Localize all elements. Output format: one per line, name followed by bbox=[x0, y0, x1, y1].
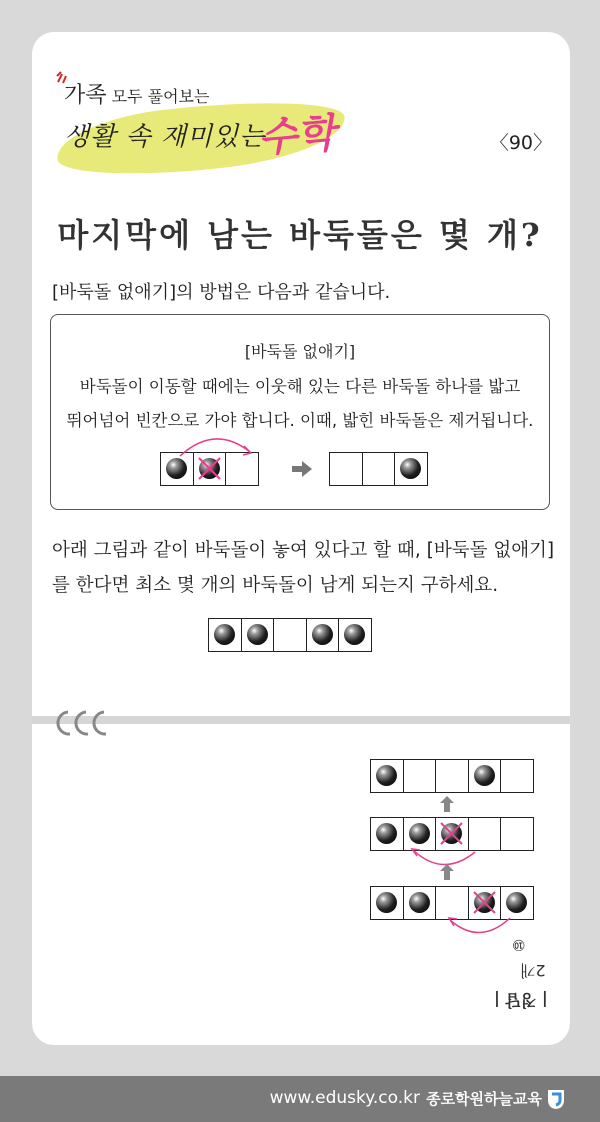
brand-top-big: 가족 bbox=[64, 83, 107, 108]
board-cell bbox=[403, 759, 437, 793]
rule-box bbox=[50, 314, 550, 510]
question-text bbox=[52, 533, 562, 603]
go-stone bbox=[409, 892, 430, 913]
go-stone bbox=[344, 624, 365, 645]
footer-url-link[interactable]: www.edusky.co.kr bbox=[269, 1088, 420, 1108]
example-board-after bbox=[329, 452, 428, 486]
board-cell bbox=[370, 817, 404, 851]
up-arrow-icon bbox=[440, 796, 454, 812]
brand-logo-icon bbox=[546, 1088, 566, 1110]
spiral-rings-icon bbox=[54, 706, 118, 740]
brand-subtitle: 생활 속 재미있는 bbox=[64, 122, 266, 152]
rule-title: [바둑돌 없애기] bbox=[244, 342, 356, 361]
board-cell bbox=[403, 886, 437, 920]
answer-value: 2개 bbox=[520, 961, 546, 980]
intro-text: [바둑돌 없애기]의 방법은 다음과 같습니다. bbox=[52, 282, 391, 303]
go-stone bbox=[214, 624, 235, 645]
right-arrow-icon bbox=[292, 461, 312, 477]
go-stone bbox=[166, 458, 187, 479]
go-stone bbox=[376, 823, 397, 844]
brand-top-text bbox=[64, 78, 209, 109]
solution-board-final bbox=[370, 759, 534, 793]
issue-number: 〈90〉 bbox=[489, 132, 552, 154]
board-cell bbox=[370, 759, 404, 793]
footer bbox=[0, 1076, 600, 1122]
brand-math: 수학 bbox=[256, 110, 338, 162]
board-cell bbox=[329, 452, 363, 486]
board-cell bbox=[435, 759, 469, 793]
up-arrow-icon bbox=[440, 864, 454, 880]
go-stone bbox=[506, 892, 527, 913]
answer-mark: ⑩ bbox=[512, 936, 526, 954]
board-cell bbox=[500, 817, 534, 851]
go-stone bbox=[409, 823, 430, 844]
rule-line-2: 뛰어넘어 빈칸으로 가야 합니다. 이때, 밟힌 바둑돌은 제거됩니다. bbox=[66, 411, 534, 430]
brand-top-rest: 모두 풀어보는 bbox=[111, 87, 210, 106]
cross-mark-icon bbox=[471, 889, 498, 916]
question-line-1: 아래 그림과 같이 바둑돌이 놓여 있다고 할 때, [바둑돌 없애기] bbox=[52, 540, 555, 561]
question-board bbox=[208, 618, 372, 652]
jump-arrow-icon bbox=[170, 430, 260, 460]
question-line-2: 를 한다면 최소 몇 개의 바둑돌이 남게 되는지 구하세요. bbox=[52, 575, 499, 596]
board-cell bbox=[306, 618, 340, 652]
board-cell bbox=[338, 618, 372, 652]
cross-mark-icon bbox=[438, 820, 465, 847]
board-cell bbox=[273, 618, 307, 652]
go-stone bbox=[247, 624, 268, 645]
board-cell bbox=[208, 618, 242, 652]
jump-arrow-icon bbox=[440, 914, 518, 940]
go-stone bbox=[400, 458, 421, 479]
go-stone bbox=[312, 624, 333, 645]
board-cell bbox=[241, 618, 275, 652]
go-stone bbox=[474, 765, 495, 786]
answer-label: | 정답 | bbox=[494, 991, 548, 1010]
go-stone bbox=[376, 765, 397, 786]
board-cell bbox=[394, 452, 428, 486]
board-cell bbox=[362, 452, 396, 486]
board-cell bbox=[468, 759, 502, 793]
go-stone bbox=[376, 892, 397, 913]
board-cell bbox=[370, 886, 404, 920]
series-brand bbox=[52, 60, 352, 180]
footer-brand: 종로학원하늘교육 bbox=[426, 1090, 542, 1108]
rule-line-1: 바둑돌이 이동할 때에는 이웃해 있는 다른 바둑돌 하나를 밟고 bbox=[79, 377, 521, 396]
board-cell bbox=[500, 759, 534, 793]
page-title: 마지막에 남는 바둑돌은 몇 개? bbox=[57, 216, 543, 254]
